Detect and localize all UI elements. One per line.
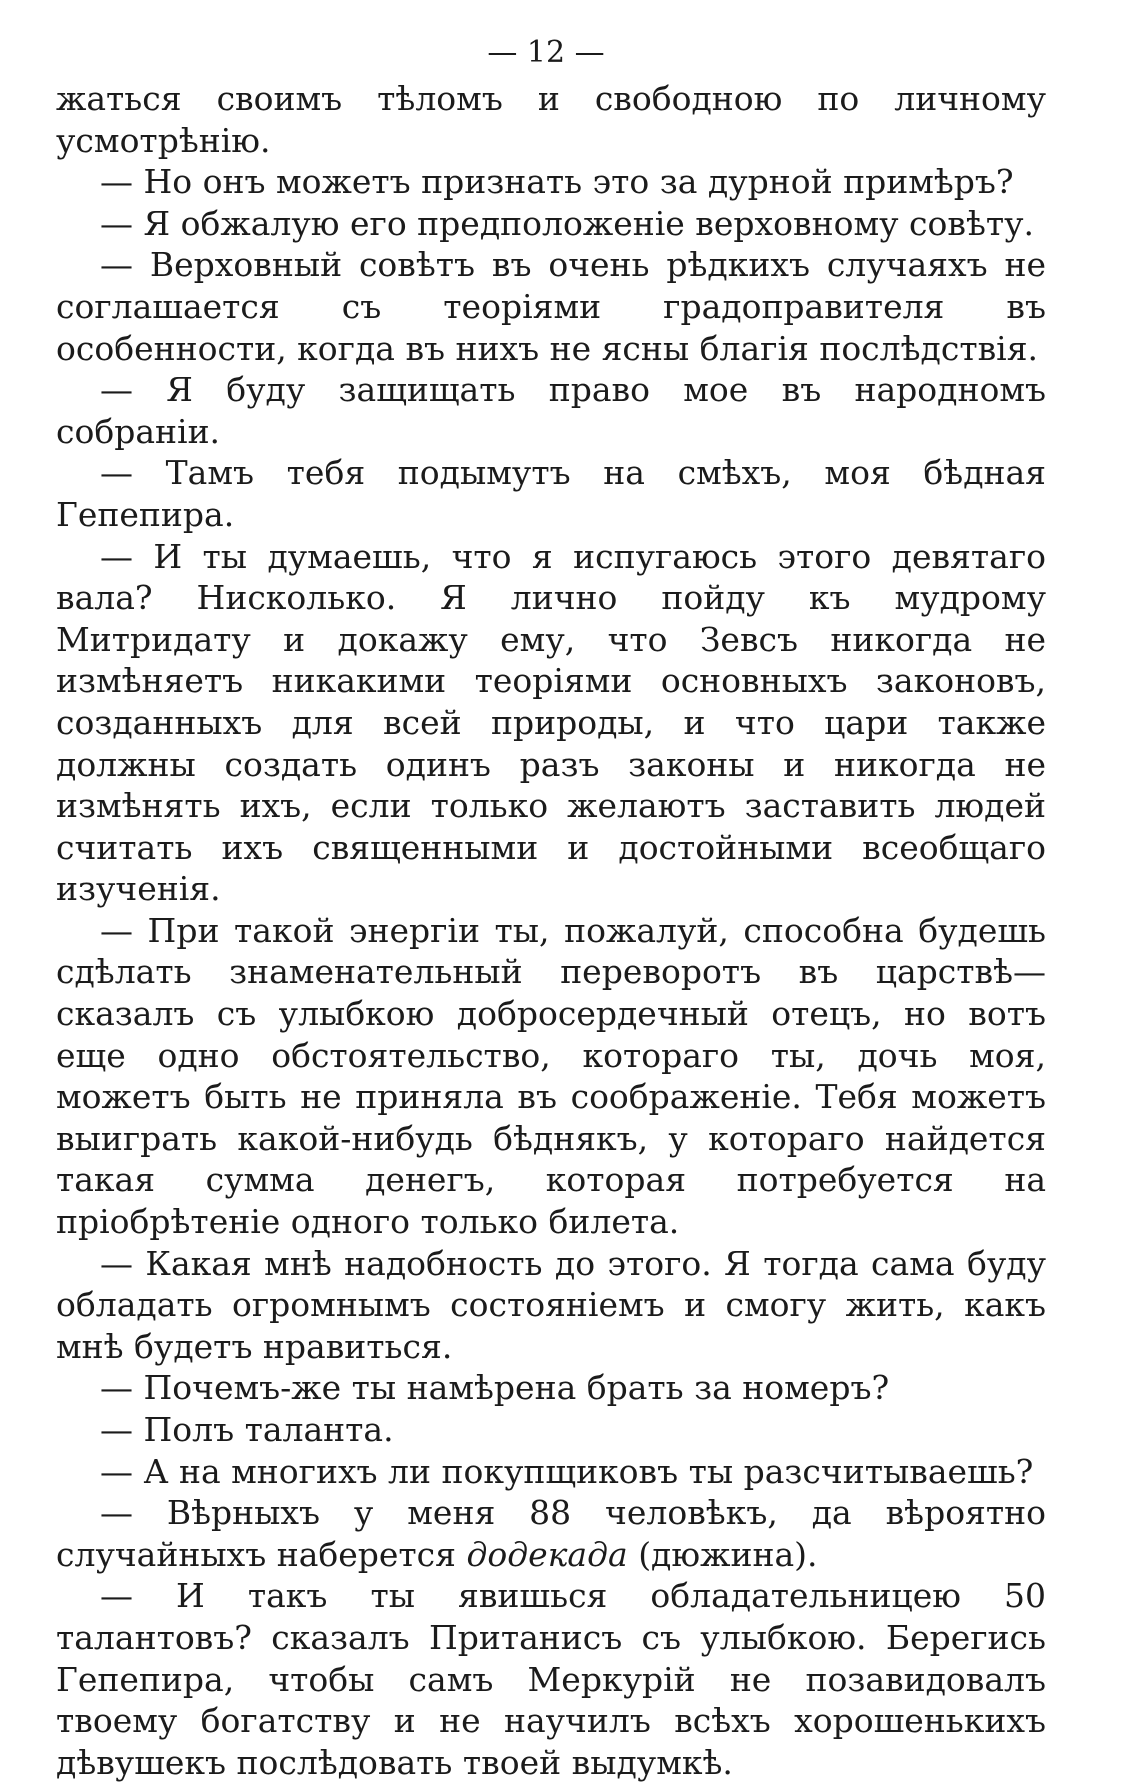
paragraph-13 [56,1492,1046,1575]
paragraph-5: — Я буду защищать право мое въ народномъ собраніи. [56,370,1046,451]
paragraph-8: — При такой энергіи ты, пожалуй, способна будешь сдѣлать знаменательный переворотъ въ царствѣ—сказалъ съ улыбкою добросердечный отецъ, но вотъ еще одно обстоятельство, котораго ты, дочь моя, можетъ быть не приняла въ соображеніе. Тебя можетъ выиграть какой-нибудь бѣднякъ, у котораго найдется такая сумма денегъ, которая потребуется на пріобрѣтеніе одного только билета. [56,910,1046,1242]
paragraph-13-text: — Вѣрныхъ у меня 88 человѣкъ, да вѣроятно случайныхъ наберется [56,1493,1046,1574]
paragraph-1: жаться своимъ тѣломъ и свободною по личному усмотрѣнію. [56,79,1046,160]
paragraph-14: — И такъ ты явишься обладательницею 50 талантовъ? сказалъ Пританисъ съ улыбкою. Берегись Гепепира, чтобы самъ Меркурій не позавидовалъ твоему богатству и не научилъ всѣхъ хорошенькихъ дѣвушекъ послѣдовать твоей выдумкѣ. [56,1576,1046,1782]
paragraph-11: — Полъ таланта. [100,1410,394,1449]
page-number: — 12 — [487,35,605,70]
paragraph-10: — Почемъ-же ты намѣрена брать за номеръ? [100,1368,890,1408]
paragraph-3: — Я обжалую его предположеніе верховному совѣту. [100,203,1035,243]
paragraph-7: — И ты думаешь, что я испугаюсь этого девятаго вала? Нисколько. Я лично пойду къ мудрому Митридату и докажу ему, что Зевсъ никогда не измѣняетъ никакими теоріями основныхъ законовъ, созданныхъ для всей природы, и что цари также должны создать одинъ разъ законы и никогда не измѣнять ихъ, если только желаютъ заставить людей считать ихъ священными и достойными всеобщаго изученія. [56,536,1046,909]
paragraph-4: — Верховный совѣтъ въ очень рѣдкихъ случаяхъ не соглашается съ теоріями градоправителя въ особенности, когда въ нихъ не ясны благія послѣдствія. [56,245,1046,368]
book-page [56,28,1046,1783]
paragraph-13-gloss: (дюжина). [638,1534,818,1574]
paragraph-9: — Какая мнѣ надобность до этого. Я тогда сама буду обладать огромнымъ состояніемъ и смогу жить, какъ мнѣ будетъ нравиться. [56,1243,1046,1366]
paragraph-2: — Но онъ можетъ признать это за дурной примѣръ? [100,162,1014,202]
paragraph-6: — Тамъ тебя подымутъ на смѣхъ, моя бѣдная Гепепира. [56,453,1046,534]
italic-term: додекада [466,1534,628,1574]
paragraph-12: — А на многихъ ли покупщиковъ ты разсчитываешь? [100,1451,1034,1491]
